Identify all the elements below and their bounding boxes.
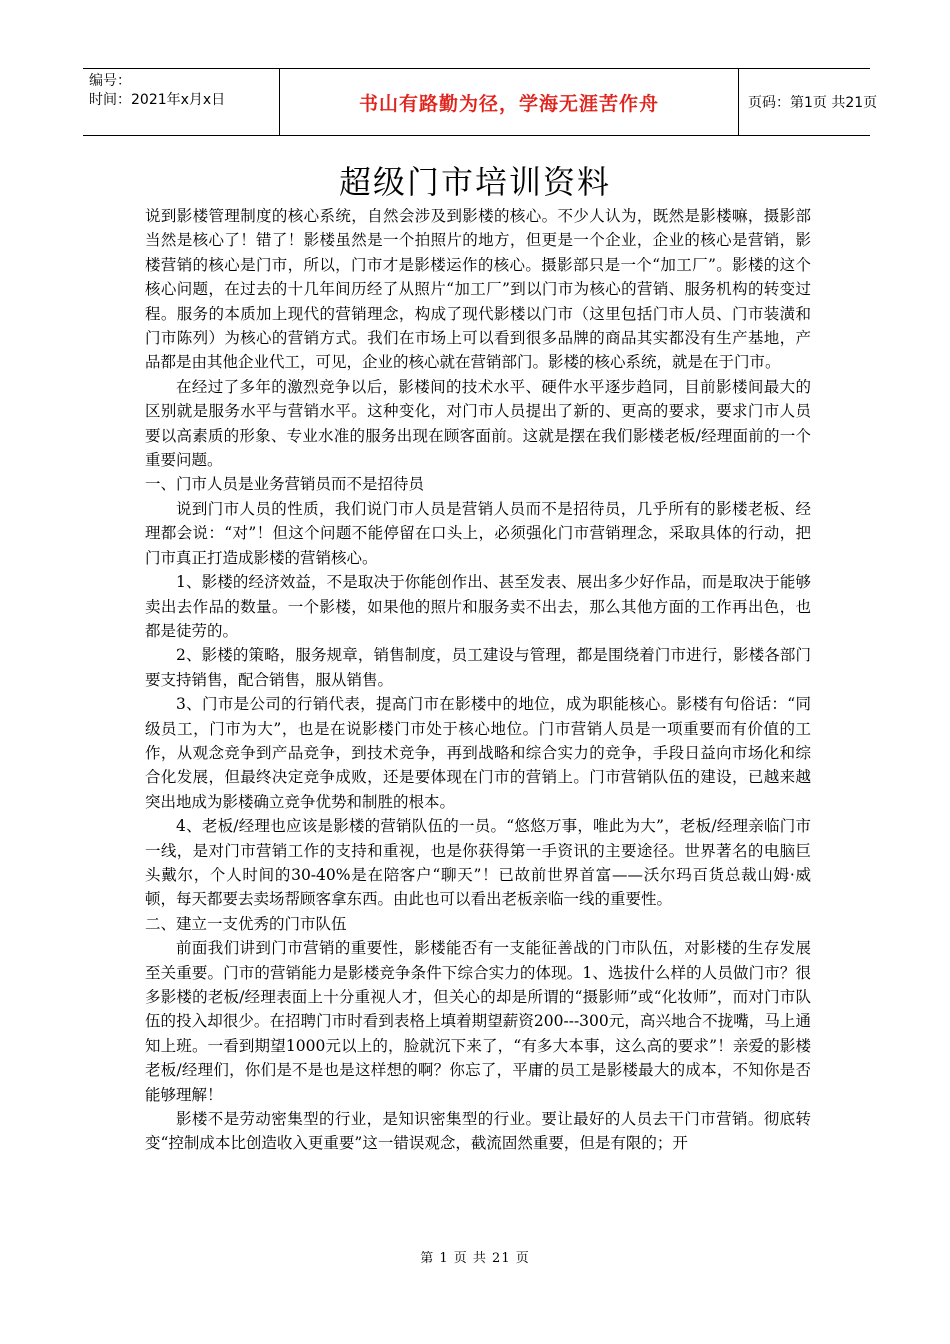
header-meta-cell: [83, 69, 279, 135]
header-page-cell: [738, 69, 878, 135]
document-title: 超级门市培训资料: [338, 163, 611, 201]
page-footer: 第 1 页 共 21 页: [420, 1251, 530, 1266]
body-paragraph: 1、影楼的经济效益，不是取决于你能创作出、甚至发表、展出多少好作品，而是取决于能够卖出去作品的数量。一个影楼，如果他的照片和服务卖不出去，那么其他方面的工作再出色，也都是徒劳的。: [145, 573, 811, 640]
section-heading: 一、门市人员是业务营销员而不是招待员: [145, 475, 425, 494]
body-paragraph: 3、门市是公司的行销代表，提高门市在影楼中的地位，成为职能核心。影楼有句俗话：“同级员工，门市为大”，也是在说影楼门市处于核心地位。门市营销人员是一项重要而有价值的工作，从观念竞争到产品竞争，到技术竞争，再到战略和综合实力的竞争，手段日益向市场化和综合化发展，但最终决定竞争成败，还是要体现在门市的营销上。门市营销队伍的建设，已越来越突出地成为影楼确立竞争优势和制胜的根本。: [145, 695, 811, 811]
section-heading: 二、建立一支优秀的门市队伍: [145, 914, 347, 933]
document-number-label: 编号：: [89, 73, 131, 89]
header-motto-cell: [279, 69, 739, 135]
body-paragraph: 4、老板/经理也应该是影楼的营销队伍的一员。“悠悠万事，唯此为大”，老板/经理亲临门市一线，是对门市营销工作的支持和重视，也是你获得第一手资讯的主要途径。世界著名的电脑巨头戴尔，个人时间的30-40%是在陪客户“聊天”！已故前世界首富——沃尔玛百货总裁山姆·威顿，每天都要去卖场帮顾客拿东西。由此也可以看出老板亲临一线的重要性。: [145, 817, 811, 909]
body-paragraph: 影楼不是劳动密集型的行业，是知识密集型的行业。要让最好的人员去干门市营销。彻底转变“控制成本比创造收入更重要”这一错误观念，截流固然重要，但是有限的；开: [145, 1110, 811, 1153]
body-paragraph: 说到门市人员的性质，我们说门市人员是营销人员而不是招待员，几乎所有的影楼老板、经理都会说：“对”！但这个问题不能停留在口头上，必须强化门市营销理念，采取具体的行动，把门市真正打造成影楼的营销核心。: [145, 499, 811, 567]
body-paragraph: 前面我们讲到门市营销的重要性，影楼能否有一支能征善战的门市队伍，对影楼的生存发展至关重要。门市的营销能力是影楼竞争条件下综合实力的体现。1、选拔什么样的人员做门市？很多影楼的老板/经理表面上十分重视人才，但关心的却是所谓的“摄影师”或“化妆师”，而对门市队伍的投入却很少。在招聘门市时看到表格上填着期望薪资200---300元，高兴地合不拢嘴，马上通知上班。一看到期望1000元以上的，脸就沉下来了，“有多大本事，这么高的要求”！亲爱的影楼老板/经理们，你们是不是也是这样想的啊？你忘了，平庸的员工是影楼最大的成本，不知你是否能够理解！: [145, 939, 811, 1104]
body-paragraph: 说到影楼管理制度的核心系统，自然会涉及到影楼的核心。不少人认为，既然是影楼嘛，摄影部当然是核心了！错了！影楼虽然是一个拍照片的地方，但更是一个企业，企业的核心是营销，影楼营销的核心是门市，所以，门市才是影楼运作的核心。摄影部只是一个“加工厂”。影楼的这个核心问题，在过去的十几年间历经了从照片“加工厂”到以门市为核心的营销、服务机构的转变过程。服务的本质加上现代的营销理念，构成了现代影楼以门市（这里包括门市人员、门市装潢和门市陈列）为核心的营销方式。我们在市场上可以看到很多品牌的商品其实都没有生产基地，产品都是由其他企业代工，可见，企业的核心就在营销部门。影楼的核心系统，就是在于门市。: [145, 207, 811, 372]
body-paragraph: 在经过了多年的激烈竞争以后，影楼间的技术水平、硬件水平逐步趋同，目前影楼间最大的区别就是服务水平与营销水平。这种变化，对门市人员提出了新的、更高的要求，要求门市人员要以高素质的形象、专业水准的服务出现在顾客面前。这就是摆在我们影楼老板/经理面前的一个重要问题。: [145, 377, 811, 470]
body-paragraph: 2、影楼的策略，服务规章，销售制度，员工建设与管理，都是围绕着门市进行，影楼各部门要支持销售，配合销售，服从销售。: [145, 646, 811, 689]
document-body: [145, 204, 811, 1156]
document-time-label: 时间：2021年x月x日: [89, 92, 226, 108]
page-header: [83, 68, 878, 136]
header-page-code: 页码：第1页 共21页: [748, 95, 878, 111]
header-motto: 书山有路勤为径，学海无涯苦作舟: [358, 92, 659, 115]
